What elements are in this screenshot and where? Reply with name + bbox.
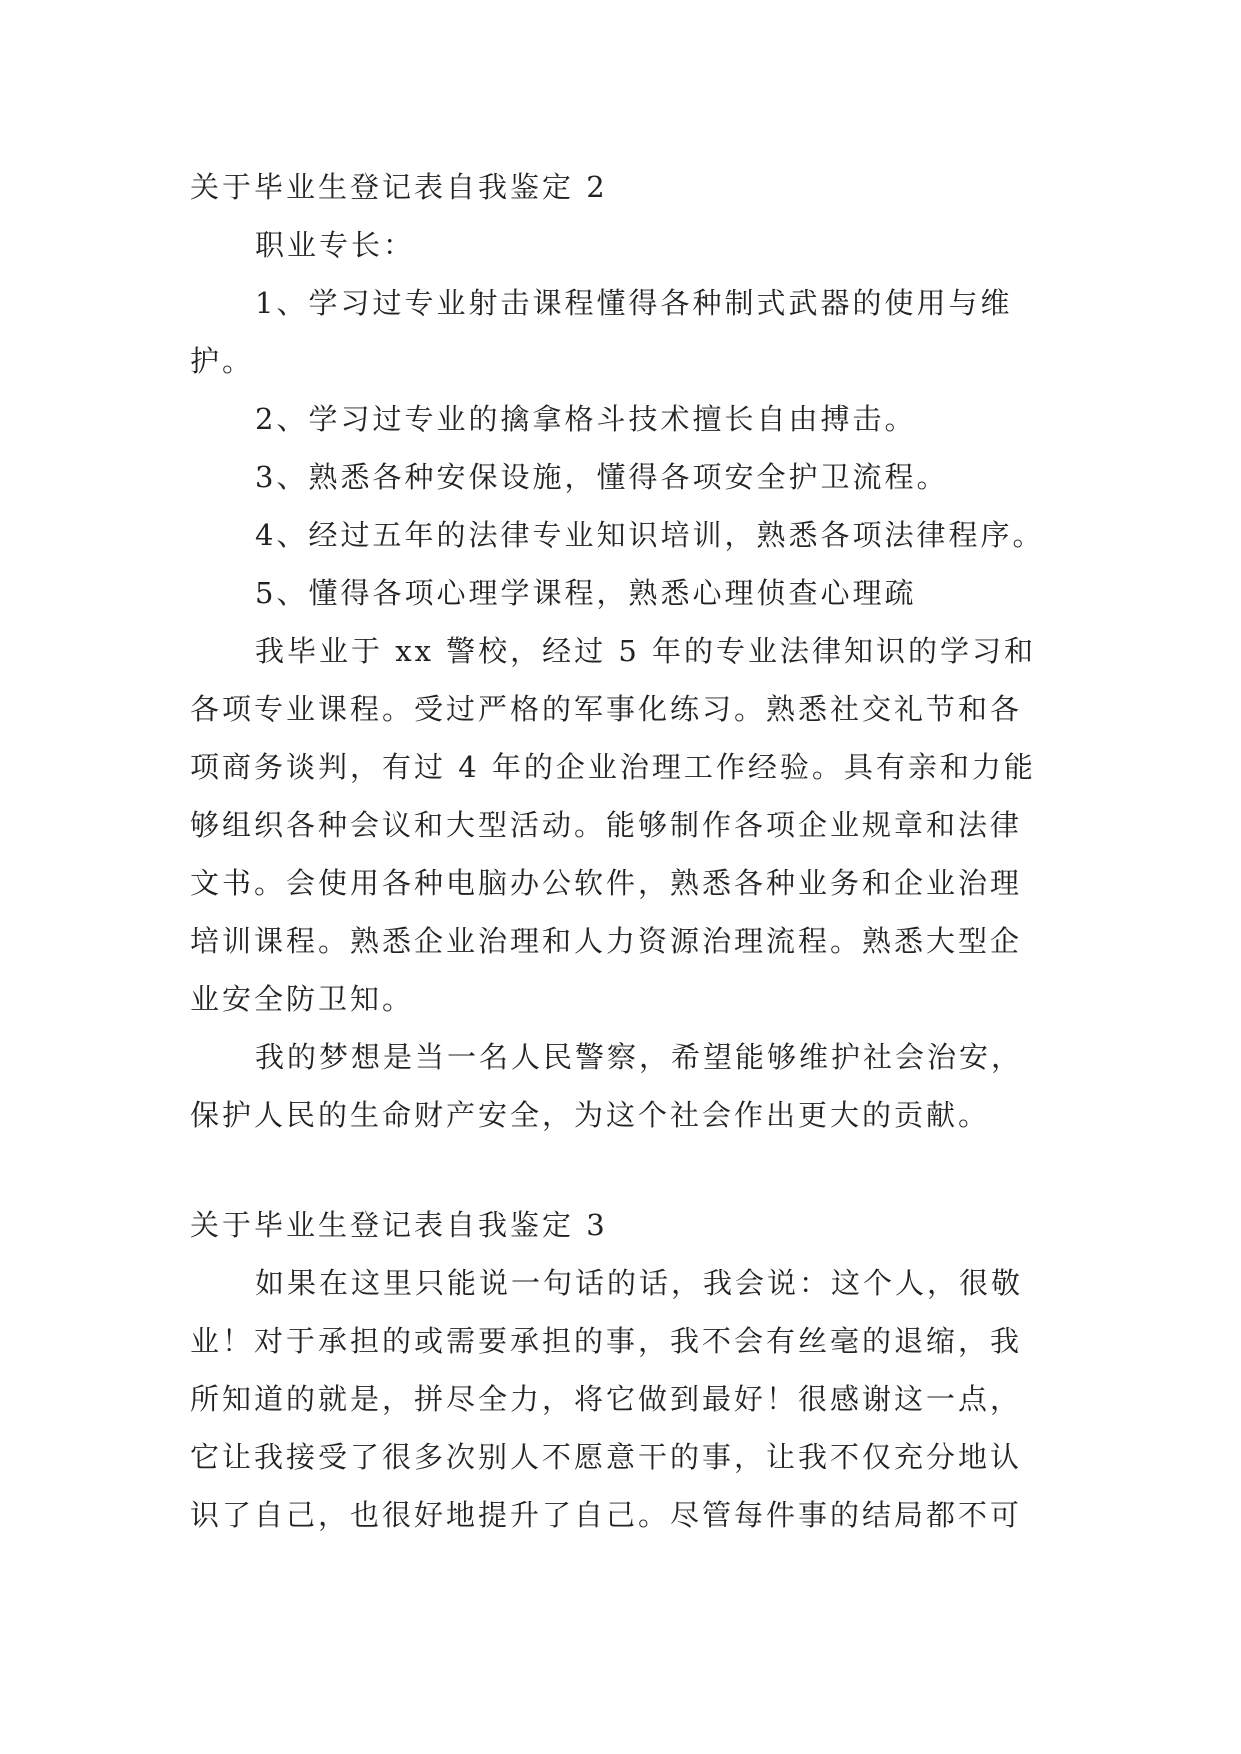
section-2-line: 我的梦想是当一名人民警察，希望能够维护社会治安，: [255, 1040, 1024, 1074]
section-2-line: 职业专长：: [255, 228, 416, 262]
section-2-line: 够组织各种会议和大型活动。能够制作各项企业规章和法律: [190, 808, 1023, 842]
section-2-line: 4、经过五年的法律专业知识培训，熟悉各项法律程序。: [255, 518, 1045, 552]
section-2-line: 培训课程。熟悉企业治理和人力资源治理流程。熟悉大型企: [190, 924, 1023, 958]
section-2-line: 2、学习过专业的擒拿格斗技术擅长自由搏击。: [255, 402, 917, 436]
section-2-title: 关于毕业生登记表自我鉴定 2: [190, 170, 608, 204]
section-2-line: 5、懂得各项心理学课程，熟悉心理侦查心理疏: [255, 576, 917, 610]
section-2-line: 项商务谈判，有过 4 年的企业治理工作经验。具有亲和力能: [190, 750, 1036, 784]
section-2-line: 1、学习过专业射击课程懂得各种制式武器的使用与维: [255, 286, 1013, 320]
section-2-line: 3、熟悉各种安保设施，懂得各项安全护卫流程。: [255, 460, 949, 494]
section-3-line: 所知道的就是，拼尽全力，将它做到最好！很感谢这一点，: [190, 1382, 1023, 1416]
section-3-line: 如果在这里只能说一句话的话，我会说：这个人，很敬: [255, 1266, 1024, 1300]
section-2-line: 保护人民的生命财产安全，为这个社会作出更大的贡献。: [190, 1098, 991, 1132]
section-2-line: 文书。会使用各种电脑办公软件，熟悉各种业务和企业治理: [190, 866, 1023, 900]
section-2-line: 各项专业课程。受过严格的军事化练习。熟悉社交礼节和各: [190, 692, 1023, 726]
document-page: [190, 158, 1070, 1544]
section-2-line: 业安全防卫知。: [190, 982, 415, 1016]
section-3-line: 识了自己，也很好地提升了自己。尽管每件事的结局都不可: [190, 1498, 1023, 1532]
section-2-line: 我毕业于 xx 警校，经过 5 年的专业法律知识的学习和: [255, 634, 1037, 668]
section-gap: [190, 1144, 1070, 1196]
section-3-line: 业！对于承担的或需要承担的事，我不会有丝毫的退缩，我: [190, 1324, 1023, 1358]
section-3-title: 关于毕业生登记表自我鉴定 3: [190, 1208, 608, 1242]
section-2-line: 护。: [190, 344, 255, 378]
section-3-line: 它让我接受了很多次别人不愿意干的事，让我不仅充分地认: [190, 1440, 1023, 1474]
